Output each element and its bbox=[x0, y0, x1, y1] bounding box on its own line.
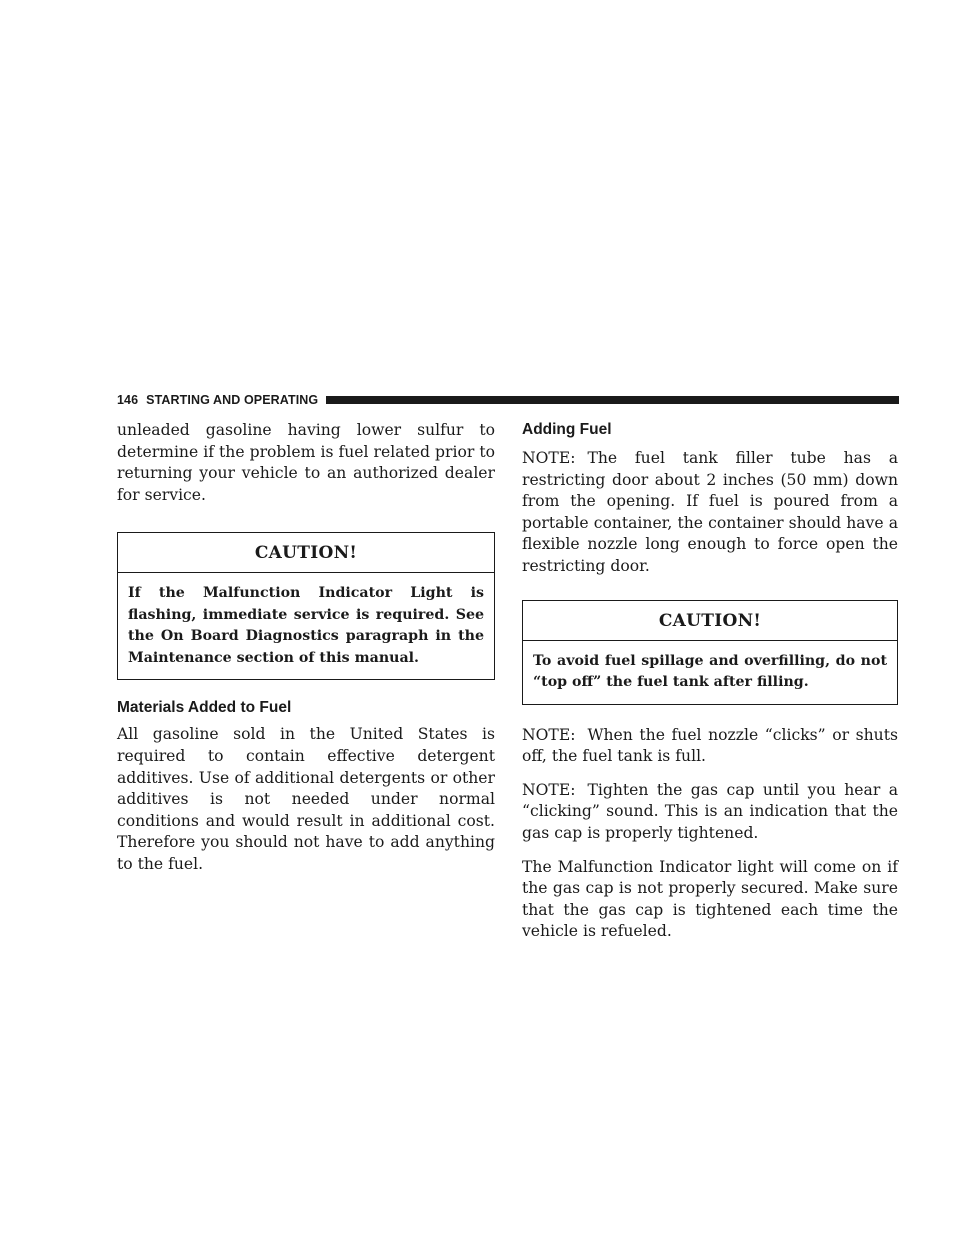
intro-paragraph: unleaded gasoline having lower sulfur to determine if the problem is fuel related prior to returning your vehicle to an authorized dealer for service. bbox=[117, 421, 495, 504]
note-restricting-door bbox=[522, 448, 898, 578]
right-column bbox=[522, 420, 898, 955]
left-column bbox=[117, 420, 495, 888]
materials-paragraph: All gasoline sold in the United States is required to contain effective detergent additives. Use of additional detergents or other additives is not needed under normal conditions and would result in additional cost. Therefore you should not have to add anything to the fuel. bbox=[117, 725, 495, 873]
note-label: NOTE: bbox=[522, 725, 576, 744]
caution-box-overfill bbox=[522, 600, 898, 705]
caution-title: CAUTION! bbox=[523, 601, 897, 641]
adding-fuel-heading: Adding Fuel bbox=[522, 421, 612, 438]
note-text: The fuel tank filler tube has a restricting door about 2 inches (50 mm) down from the opening. If fuel is poured from a portable container, the container should have a flexible nozzle long enough to force open the restricting door. bbox=[522, 449, 898, 575]
caution-box-malfunction bbox=[117, 532, 495, 680]
caution-text: If the Malfunction Indicator Light is flashing, immediate service is required. See the On Board Diagnostics paragraph in the Maintenance section of this manual. bbox=[128, 585, 484, 666]
page-number: 146 bbox=[117, 393, 139, 407]
caution-title: CAUTION! bbox=[118, 533, 494, 573]
note-gas-cap bbox=[522, 780, 898, 845]
header-text bbox=[117, 393, 318, 407]
note-label: NOTE: bbox=[522, 780, 576, 799]
final-paragraph: The Malfunction Indicator light will come on if the gas cap is not properly secured. Make sure that the gas cap is tightened each time the vehicle is refueled. bbox=[522, 857, 898, 941]
note-text: When the fuel nozzle “clicks” or shuts off, the fuel tank is full. bbox=[522, 725, 898, 766]
note-text: Tighten the gas cap until you hear a “clicking” sound. This is an indication that the gas cap is properly tightened. bbox=[522, 780, 898, 842]
note-nozzle-clicks bbox=[522, 725, 898, 768]
materials-heading: Materials Added to Fuel bbox=[117, 699, 292, 717]
caution-text: To avoid fuel spillage and overfilling, do not “top off” the fuel tank after filling. bbox=[533, 652, 887, 691]
note-label: NOTE: bbox=[522, 449, 576, 467]
section-title: STARTING AND OPERATING bbox=[146, 393, 319, 407]
running-header bbox=[117, 389, 899, 411]
header-rule bbox=[326, 396, 899, 404]
